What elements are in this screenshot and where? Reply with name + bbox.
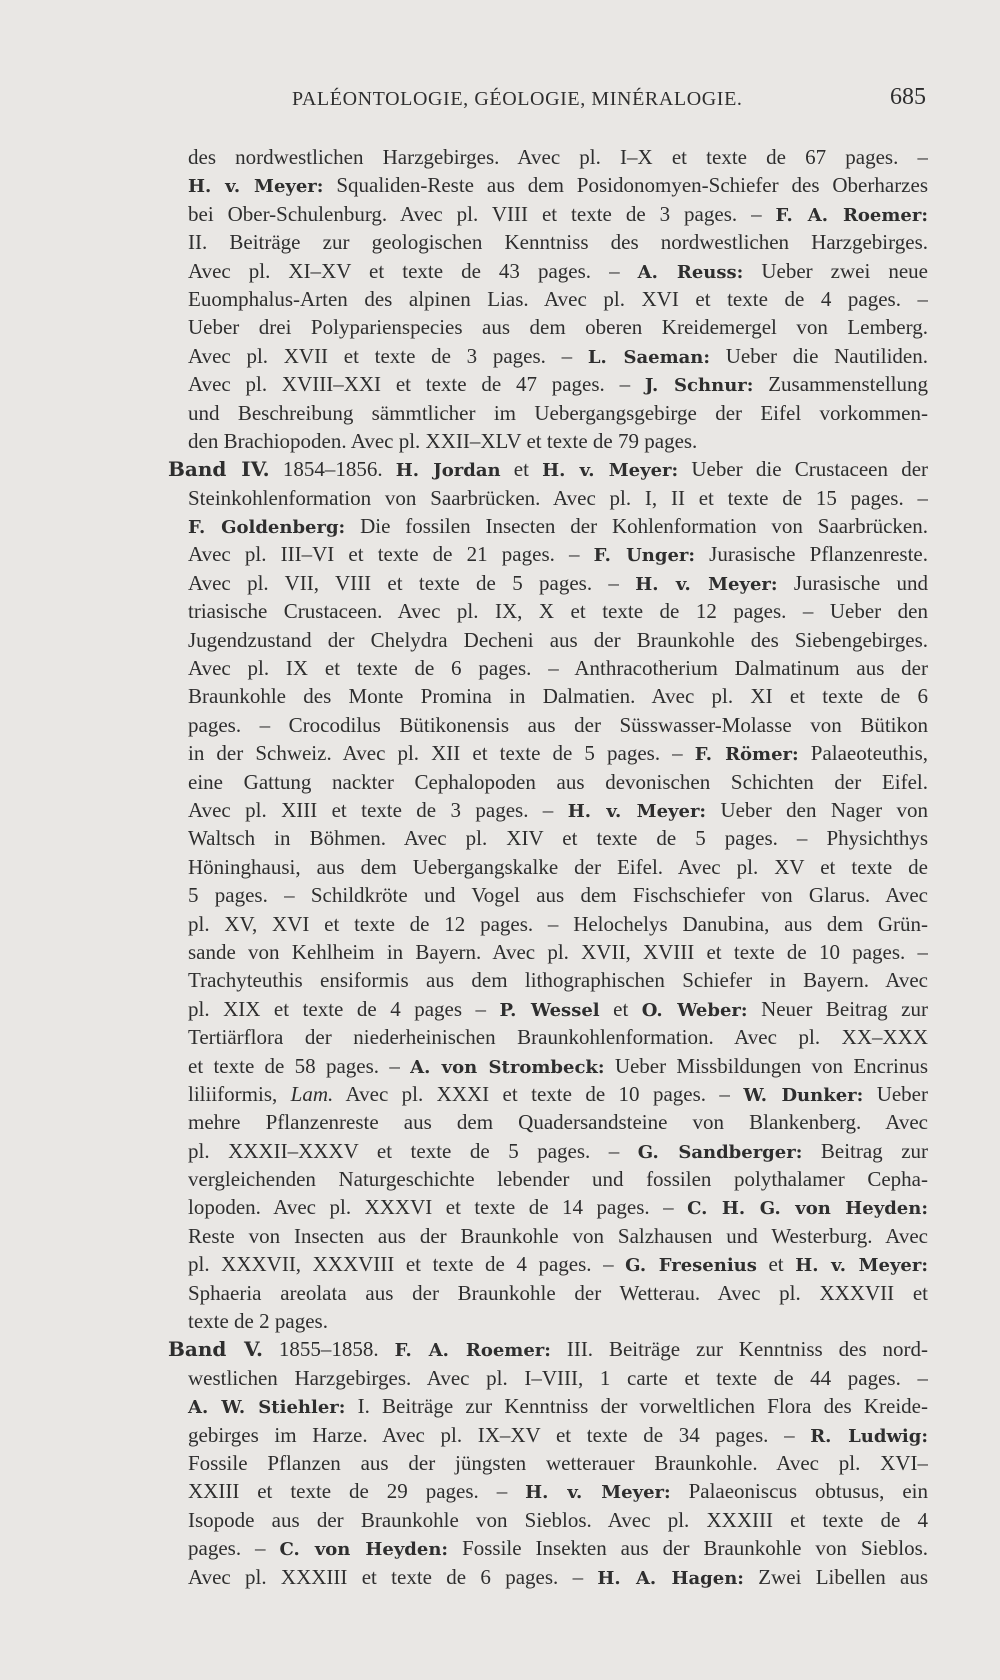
text-line: triasische Crustaceen. Avec pl. IX, X et texte de 12 pages. – Ueber den: [188, 599, 928, 624]
text-line: Tertiärflora der niederheinischen Braunkohlenformation. Avec pl. XX–XXX: [188, 1025, 928, 1050]
author-name: H. v. Meyer:: [542, 460, 679, 482]
text-line: Avec pl. VII, VIII et texte de 5 pages. – H. v. Meyer: Jurasische und: [188, 570, 928, 595]
author-name: G. Sandberger:: [637, 1141, 803, 1163]
author-name: A. Reuss:: [637, 261, 744, 283]
text-line: H. v. Meyer: Squaliden-Reste aus dem Posidonomyen-Schiefer des Oberharzes: [188, 173, 928, 198]
text-line: pages. – C. von Heyden: Fossile Insekten aus der Braunkohle von Sieblos.: [188, 1536, 928, 1561]
author-name: F. A. Roemer:: [394, 1340, 551, 1362]
author-name: F. Goldenberg:: [188, 517, 346, 539]
text-line: liliiformis, Lam. Avec pl. XXXI et texte de 10 pages. – W. Dunker: Ueber: [188, 1081, 928, 1106]
text-line: Avec pl. III–VI et texte de 21 pages. – F. Unger: Jurasische Pflanzenreste.: [188, 542, 928, 567]
text-line: et texte de 58 pages. – A. von Strombeck: Ueber Missbildungen von Encrinus: [188, 1053, 928, 1078]
author-name: L. Saeman:: [587, 346, 711, 368]
band-label: Band V.: [168, 1337, 263, 1362]
text-line: gebirges im Harze. Avec pl. IX–XV et texte de 34 pages. – R. Ludwig:: [188, 1422, 928, 1447]
text-line: mehre Pflanzenreste aus dem Quadersandsteine von Blankenberg. Avec: [188, 1110, 928, 1135]
text-line: Euomphalus-Arten des alpinen Lias. Avec pl. XVI et texte de 4 pages. –: [188, 286, 928, 311]
text-line: pl. XXXII–XXXV et texte de 5 pages. – G. Sandberger: Beitrag zur: [188, 1138, 928, 1163]
author-name: J. Schnur:: [644, 375, 754, 397]
author-name: C. von Heyden:: [279, 1539, 449, 1561]
text-line: pl. XXXVII, XXXVIII et texte de 4 pages. – G. Fresenius et H. v. Meyer:: [188, 1252, 928, 1277]
band-label: Band IV.: [168, 457, 270, 482]
italic-text: Lam.: [290, 1081, 334, 1106]
text-line: Band IV. 1854–1856. H. Jordan et H. v. Meyer: Ueber die Crustaceen der: [168, 457, 928, 482]
author-name: A. W. Stiehler:: [188, 1397, 346, 1419]
text-line: Fossile Pflanzen aus der jüngsten wetterauer Braunkohle. Avec pl. XVI–: [188, 1450, 928, 1475]
text-line: pl. XIX et texte de 4 pages – P. Wessel et O. Weber: Neuer Beitrag zur: [188, 996, 928, 1021]
text-line: XXIII et texte de 29 pages. – H. v. Meyer: Palaeoniscus obtusus, ein: [188, 1479, 928, 1504]
text-line: Braunkohle des Monte Promina in Dalmatien. Avec pl. XI et texte de 6: [188, 684, 928, 709]
text-line: Band V. 1855–1858. F. A. Roemer: III. Beiträge zur Kenntniss des nord-: [168, 1337, 928, 1362]
text-line: Reste von Insecten aus der Braunkohle von Salzhausen und Westerburg. Avec: [188, 1223, 928, 1248]
text-line: 5 pages. – Schildkröte und Vogel aus dem Fischschiefer von Glarus. Avec: [188, 883, 928, 908]
text-line: Sphaeria areolata aus der Braunkohle der Wetterau. Avec pl. XXXVII et: [188, 1280, 928, 1305]
text-line: sande von Kehlheim in Bayern. Avec pl. XVII, XVIII et texte de 10 pages. –: [188, 939, 928, 964]
author-name: F. Unger:: [593, 545, 696, 567]
running-head: PALÉONTOLOGIE, GÉOLOGIE, MINÉRALOGIE.: [292, 88, 743, 110]
author-name: R. Ludwig:: [810, 1425, 928, 1447]
text-line: Trachyteuthis ensiformis aus dem lithographischen Schiefer in Bayern. Avec: [188, 968, 928, 993]
author-name: O. Weber:: [641, 999, 748, 1021]
author-name: H. v. Meyer:: [567, 800, 707, 822]
author-name: P. Wessel: [499, 999, 600, 1021]
text-line: II. Beiträge zur geologischen Kenntniss des nordwestlichen Harzgebirges.: [188, 230, 928, 255]
text-line: texte de 2 pages.: [188, 1309, 328, 1334]
text-line: Waltsch in Böhmen. Avec pl. XIV et texte de 5 pages. – Physichthys: [188, 826, 928, 851]
text-line: Isopode aus der Braunkohle von Sieblos. Avec pl. XXXIII et texte de 4: [188, 1507, 928, 1532]
author-name: C. H. G. von Heyden:: [687, 1198, 928, 1220]
page-header: [0, 84, 1000, 116]
author-name: W. Dunker:: [743, 1084, 864, 1106]
text-line: Höninghausi, aus dem Uebergangskalke der Eifel. Avec pl. XV et texte de: [188, 854, 928, 879]
text-line: pl. XV, XVI et texte de 12 pages. – Helochelys Danubina, aus dem Grün-: [188, 911, 928, 936]
text-line: vergleichenden Naturgeschichte lebender und fossilen polythalamer Cepha-: [188, 1167, 928, 1192]
author-name: H. Jordan: [395, 460, 501, 482]
page-number: 685: [890, 84, 926, 110]
text-line: und Beschreibung sämmtlicher im Uebergangsgebirge der Eifel vorkommen-: [188, 400, 928, 425]
text-line: pages. – Crocodilus Bütikonensis aus der Süsswasser-Molasse von Bütikon: [188, 712, 928, 737]
author-name: H. v. Meyer:: [635, 573, 778, 595]
author-name: H. v. Meyer:: [188, 176, 324, 198]
body-text: [168, 143, 928, 1591]
text-line: Steinkohlenformation von Saarbrücken. Avec pl. I, II et texte de 15 pages. –: [188, 485, 928, 510]
text-line: des nordwestlichen Harzgebirges. Avec pl. I–X et texte de 67 pages. –: [188, 145, 928, 169]
author-name: H. v. Meyer:: [795, 1255, 928, 1277]
text-line: in der Schweiz. Avec pl. XII et texte de 5 pages. – F. Römer: Palaeoteuthis,: [188, 741, 928, 766]
author-name: F. A. Roemer:: [775, 204, 928, 226]
text-line: Avec pl. XVIII–XXI et texte de 47 pages. – J. Schnur: Zusammenstellung: [188, 372, 928, 397]
text-line: Ueber drei Polyparienspecies aus dem oberen Kreidemergel von Lemberg.: [188, 315, 928, 340]
text-line: Avec pl. IX et texte de 6 pages. – Anthracotherium Dalmatinum aus der: [188, 656, 928, 681]
text-line: Avec pl. XVII et texte de 3 pages. – L. Saeman: Ueber die Nautiliden.: [188, 343, 928, 368]
author-name: G. Fresenius: [625, 1255, 757, 1277]
text-line: bei Ober-Schulenburg. Avec pl. VIII et texte de 3 pages. – F. A. Roemer:: [188, 201, 928, 226]
text-line: westlichen Harzgebirges. Avec pl. I–VIII, 1 carte et texte de 44 pages. –: [188, 1365, 928, 1390]
text-line: A. W. Stiehler: I. Beiträge zur Kenntniss der vorweltlichen Flora des Kreide-: [188, 1394, 928, 1419]
text-line: F. Goldenberg: Die fossilen Insecten der Kohlenformation von Saarbrücken.: [188, 514, 928, 539]
text-line: Avec pl. XXXIII et texte de 6 pages. – H. A. Hagen: Zwei Libellen aus: [188, 1564, 928, 1589]
author-name: H. v. Meyer:: [525, 1482, 671, 1504]
text-line: eine Gattung nackter Cephalopoden aus devonischen Schichten der Eifel.: [188, 769, 928, 794]
text-line: Avec pl. XI–XV et texte de 43 pages. – A. Reuss: Ueber zwei neue: [188, 258, 928, 283]
text-line: den Brachiopoden. Avec pl. XXII–XLV et texte de 79 pages.: [188, 428, 698, 453]
text-line: Avec pl. XIII et texte de 3 pages. – H. v. Meyer: Ueber den Nager von: [188, 797, 928, 822]
author-name: F. Römer:: [694, 744, 799, 766]
author-name: H. A. Hagen:: [597, 1567, 744, 1589]
text-line: lopoden. Avec pl. XXXVI et texte de 14 pages. – C. H. G. von Heyden:: [188, 1195, 928, 1220]
author-name: A. von Strombeck:: [410, 1056, 605, 1078]
text-line: Jugendzustand der Chelydra Decheni aus der Braunkohle des Siebengebirges.: [188, 627, 928, 652]
